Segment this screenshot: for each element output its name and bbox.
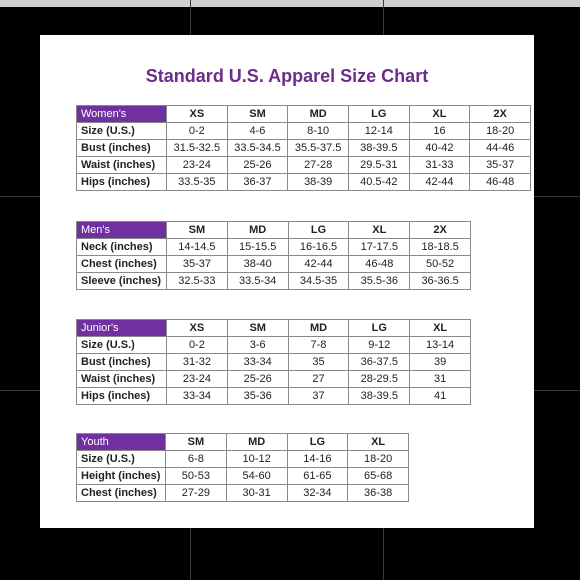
column-header: XS bbox=[167, 106, 228, 123]
table-cell: 31.5-32.5 bbox=[167, 140, 228, 157]
table-cell: 4-6 bbox=[227, 123, 288, 140]
table-cell: 23-24 bbox=[167, 371, 228, 388]
table-cell: 33.5-34.5 bbox=[227, 140, 288, 157]
column-header: SM bbox=[167, 222, 228, 239]
table-row bbox=[77, 123, 531, 140]
category-label: Men's bbox=[77, 222, 167, 239]
table-row bbox=[77, 157, 531, 174]
column-header: MD bbox=[288, 320, 349, 337]
table-row bbox=[77, 256, 471, 273]
table-row bbox=[77, 354, 471, 371]
table-cell: 35-36 bbox=[227, 388, 288, 405]
table-cell: 33.5-34 bbox=[227, 273, 288, 290]
table-cell: 35 bbox=[288, 354, 349, 371]
table-cell: 30-31 bbox=[226, 485, 287, 502]
table-cell: 31-32 bbox=[167, 354, 228, 371]
column-header: MD bbox=[288, 106, 349, 123]
column-header: XL bbox=[410, 320, 471, 337]
table-row bbox=[77, 337, 471, 354]
table-cell: 37 bbox=[288, 388, 349, 405]
table-cell: 46-48 bbox=[349, 256, 410, 273]
column-header: 2X bbox=[470, 106, 531, 123]
row-label: Chest (inches) bbox=[77, 485, 166, 502]
column-header: XL bbox=[348, 434, 409, 451]
table-cell: 25-26 bbox=[227, 371, 288, 388]
table-cell: 42-44 bbox=[409, 174, 470, 191]
size-table-juniors bbox=[76, 319, 471, 405]
row-label: Height (inches) bbox=[77, 468, 166, 485]
size-table-womens bbox=[76, 105, 531, 191]
table-cell: 36-36.5 bbox=[410, 273, 471, 290]
table-header-row bbox=[77, 222, 471, 239]
table-cell: 40-42 bbox=[409, 140, 470, 157]
row-label: Chest (inches) bbox=[77, 256, 167, 273]
table-cell: 36-37.5 bbox=[349, 354, 410, 371]
table-cell: 16 bbox=[409, 123, 470, 140]
row-label: Waist (inches) bbox=[77, 157, 167, 174]
row-label: Waist (inches) bbox=[77, 371, 167, 388]
table-cell: 18-20 bbox=[348, 451, 409, 468]
column-header: LG bbox=[287, 434, 348, 451]
table-cell: 65-68 bbox=[348, 468, 409, 485]
page-title: Standard U.S. Apparel Size Chart bbox=[145, 66, 429, 86]
table-cell: 35-37 bbox=[167, 256, 228, 273]
column-header: XS bbox=[167, 320, 228, 337]
table-cell: 7-8 bbox=[288, 337, 349, 354]
size-table-mens bbox=[76, 221, 471, 290]
table-cell: 38-40 bbox=[227, 256, 288, 273]
column-header: XL bbox=[409, 106, 470, 123]
table-cell: 12-14 bbox=[348, 123, 409, 140]
table-cell: 27 bbox=[288, 371, 349, 388]
table-cell: 17-17.5 bbox=[349, 239, 410, 256]
column-header: LG bbox=[349, 320, 410, 337]
table-row bbox=[77, 140, 531, 157]
table-cell: 28-29.5 bbox=[349, 371, 410, 388]
table-cell: 41 bbox=[410, 388, 471, 405]
row-label: Bust (inches) bbox=[77, 140, 167, 157]
table-row bbox=[77, 485, 409, 502]
table-cell: 40.5-42 bbox=[348, 174, 409, 191]
column-header: SM bbox=[227, 106, 288, 123]
table-row bbox=[77, 388, 471, 405]
table-cell: 0-2 bbox=[167, 123, 228, 140]
table-cell: 38-39.5 bbox=[349, 388, 410, 405]
column-header: XL bbox=[349, 222, 410, 239]
table-cell: 39 bbox=[410, 354, 471, 371]
table-cell: 29.5-31 bbox=[348, 157, 409, 174]
table-cell: 27-29 bbox=[166, 485, 227, 502]
table-cell: 46-48 bbox=[470, 174, 531, 191]
table-row bbox=[77, 451, 409, 468]
table-cell: 36-37 bbox=[227, 174, 288, 191]
table-cell: 9-12 bbox=[349, 337, 410, 354]
table-row bbox=[77, 468, 409, 485]
table-cell: 3-6 bbox=[227, 337, 288, 354]
column-header: 2X bbox=[410, 222, 471, 239]
table-cell: 44-46 bbox=[470, 140, 531, 157]
category-label: Youth bbox=[77, 434, 166, 451]
table-header-row bbox=[77, 434, 409, 451]
category-label: Women's bbox=[77, 106, 167, 123]
column-header: SM bbox=[166, 434, 227, 451]
size-chart-sheet bbox=[40, 35, 534, 528]
column-header: LG bbox=[288, 222, 349, 239]
table-cell: 15-15.5 bbox=[227, 239, 288, 256]
table-cell: 34.5-35 bbox=[288, 273, 349, 290]
table-cell: 13-14 bbox=[410, 337, 471, 354]
table-cell: 35.5-37.5 bbox=[288, 140, 349, 157]
row-label: Bust (inches) bbox=[77, 354, 167, 371]
table-cell: 27-28 bbox=[288, 157, 349, 174]
table-cell: 42-44 bbox=[288, 256, 349, 273]
row-label: Size (U.S.) bbox=[77, 337, 167, 354]
column-header: MD bbox=[227, 222, 288, 239]
table-cell: 33.5-35 bbox=[167, 174, 228, 191]
table-cell: 38-39.5 bbox=[348, 140, 409, 157]
column-header: MD bbox=[226, 434, 287, 451]
table-cell: 23-24 bbox=[167, 157, 228, 174]
table-cell: 0-2 bbox=[167, 337, 228, 354]
table-header-row bbox=[77, 320, 471, 337]
table-cell: 38-39 bbox=[288, 174, 349, 191]
table-cell: 18-20 bbox=[470, 123, 531, 140]
row-label: Neck (inches) bbox=[77, 239, 167, 256]
table-cell: 31-33 bbox=[409, 157, 470, 174]
table-cell: 6-8 bbox=[166, 451, 227, 468]
table-cell: 32-34 bbox=[287, 485, 348, 502]
table-cell: 35-37 bbox=[470, 157, 531, 174]
row-label: Size (U.S.) bbox=[77, 123, 167, 140]
table-row bbox=[77, 273, 471, 290]
table-header-row bbox=[77, 106, 531, 123]
category-label: Junior's bbox=[77, 320, 167, 337]
table-cell: 25-26 bbox=[227, 157, 288, 174]
table-row bbox=[77, 371, 471, 388]
table-cell: 10-12 bbox=[226, 451, 287, 468]
table-cell: 32.5-33 bbox=[167, 273, 228, 290]
table-cell: 36-38 bbox=[348, 485, 409, 502]
row-label: Hips (inches) bbox=[77, 174, 167, 191]
table-cell: 35.5-36 bbox=[349, 273, 410, 290]
table-cell: 61-65 bbox=[287, 468, 348, 485]
top-border-strip bbox=[0, 0, 580, 7]
table-cell: 54-60 bbox=[226, 468, 287, 485]
table-row bbox=[77, 174, 531, 191]
table-cell: 31 bbox=[410, 371, 471, 388]
table-row bbox=[77, 239, 471, 256]
table-cell: 33-34 bbox=[227, 354, 288, 371]
size-table-youth bbox=[76, 433, 409, 502]
table-cell: 50-53 bbox=[166, 468, 227, 485]
row-label: Size (U.S.) bbox=[77, 451, 166, 468]
table-cell: 18-18.5 bbox=[410, 239, 471, 256]
column-header: LG bbox=[348, 106, 409, 123]
row-label: Hips (inches) bbox=[77, 388, 167, 405]
table-cell: 14-16 bbox=[287, 451, 348, 468]
row-label: Sleeve (inches) bbox=[77, 273, 167, 290]
table-cell: 33-34 bbox=[167, 388, 228, 405]
table-cell: 8-10 bbox=[288, 123, 349, 140]
table-cell: 14-14.5 bbox=[167, 239, 228, 256]
table-cell: 16-16.5 bbox=[288, 239, 349, 256]
table-cell: 50-52 bbox=[410, 256, 471, 273]
column-header: SM bbox=[227, 320, 288, 337]
